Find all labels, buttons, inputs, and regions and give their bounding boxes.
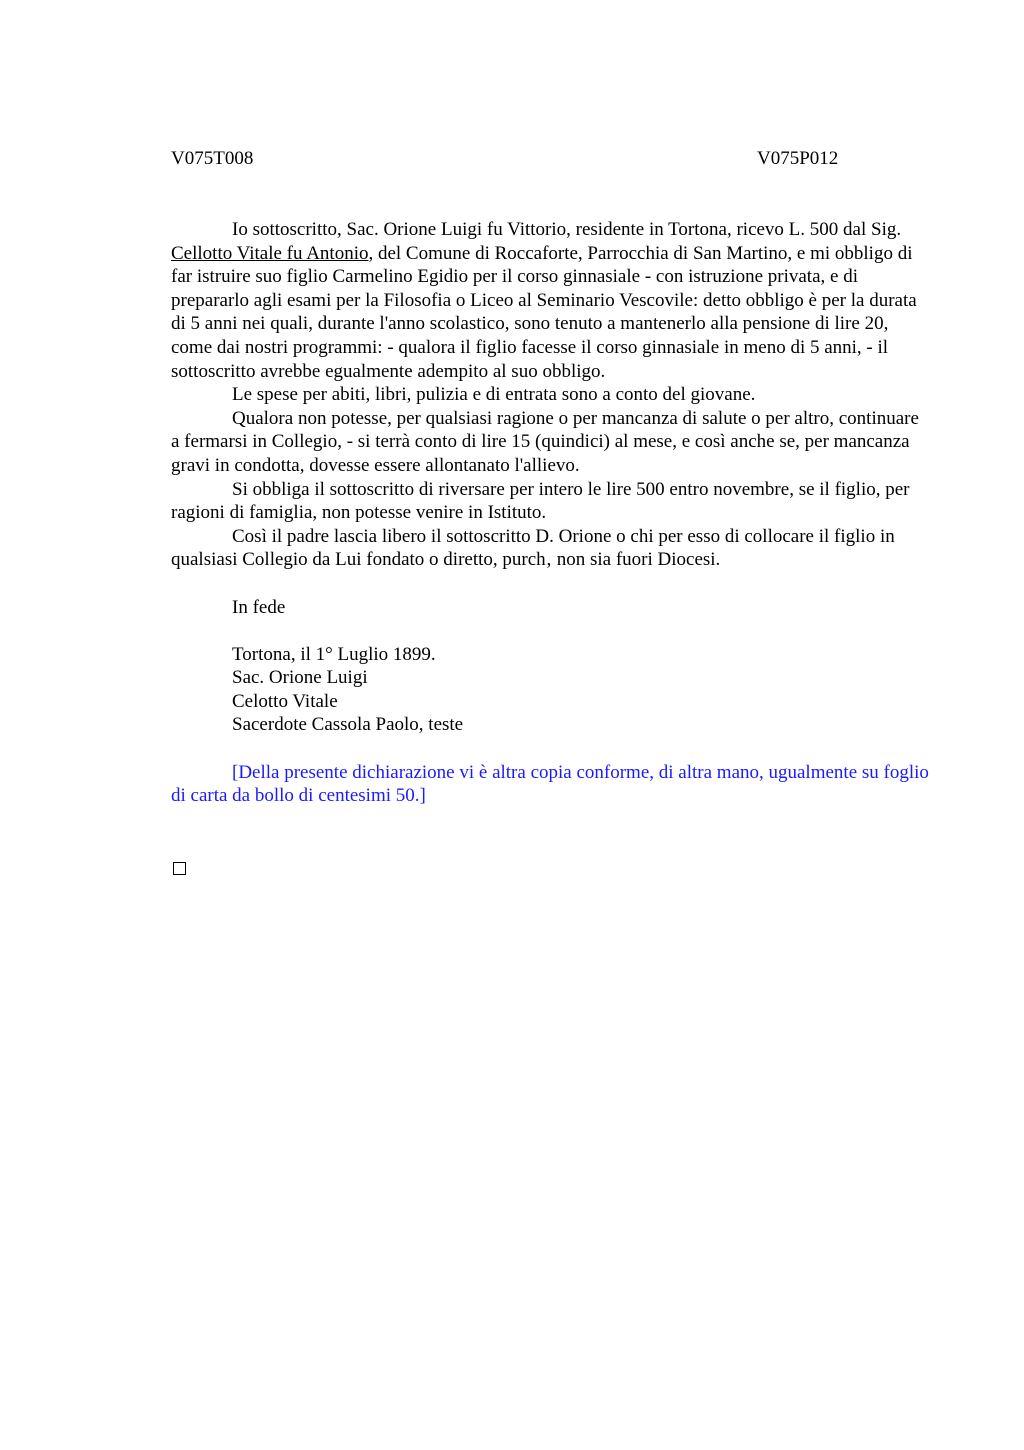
signature-celotto: Celotto Vitale: [232, 690, 338, 712]
paragraph-receipt: [171, 218, 931, 383]
payer-name: Cellotto Vitale fu Antonio: [171, 242, 369, 264]
paragraph-receipt-lead: Io sottoscritto, Sac. Orione Luigi fu Vittorio, residente in Tortona, ricevo L. 500 dal Sig.: [232, 219, 902, 240]
paragraph-refund: Si obbliga il sottoscritto di riversare per intero le lire 500 entro novembre, se il figlio, per ragioni di famiglia, non potesse venire in Istituto.: [171, 478, 910, 524]
empty-square-icon: [173, 862, 186, 875]
document-code-right: V075P012: [757, 148, 839, 169]
spacer: [171, 619, 931, 643]
paragraph-receipt-rest: , del Comune di Roccaforte, Parrocchia di San Martino, e mi obbligo di far istruire suo figlio Carmelino Egidio per il corso ginnasiale - con istruzione privata, e di prepararlo agli esami per la Filosofia o Liceo al Seminario Vescovile: detto obbligo è per la durata di 5 anni nei quali, durante l'anno scolastico, sono tenuto a mantenerlo alla pensione di lire 20, come dai nostri programmi: - qualora il figlio facesse il corso ginnasiale in meno di 5 anni, - il sottoscritto avrebbe egualmente adempito al suo obbligo.: [171, 242, 917, 382]
paragraph-withdrawal: Qualora non potesse, per qualsiasi ragione o per mancanza di salute o per altro, continuare a fermarsi in Collegio, - si terrà conto di lire 15 (quindici) al mese, e così anche se, per mancanza gravi in condotta, dovesse essere allontanato l'allievo.: [171, 407, 919, 476]
paragraph-expenses: Le spese per abiti, libri, pulizia e di entrata sono a conto del giovane.: [232, 384, 756, 406]
spacer: [171, 572, 931, 596]
closing-in-fede: In fede: [232, 596, 286, 618]
paragraph-placement: Così il padre lascia libero il sottoscritto D. Orione o chi per esso di collocare il figlio in qualsiasi Collegio da Lui fondato o diretto, purch‚ non sia fuori Diocesi.: [171, 525, 895, 571]
spacer: [171, 737, 931, 761]
letter-body: [171, 218, 931, 808]
signature-witness: Sacerdote Cassola Paolo, teste: [232, 714, 464, 736]
editor-note: [Della presente dichiarazione vi è altra copia conforme, di altra mano, ugualmente su foglio di carta da bollo di centesimi 50.]: [171, 761, 929, 807]
place-and-date: Tortona, il 1° Luglio 1899.: [232, 643, 436, 665]
signature-orione: Sac. Orione Luigi: [232, 667, 368, 689]
document-code-left: V075T008: [171, 148, 254, 169]
